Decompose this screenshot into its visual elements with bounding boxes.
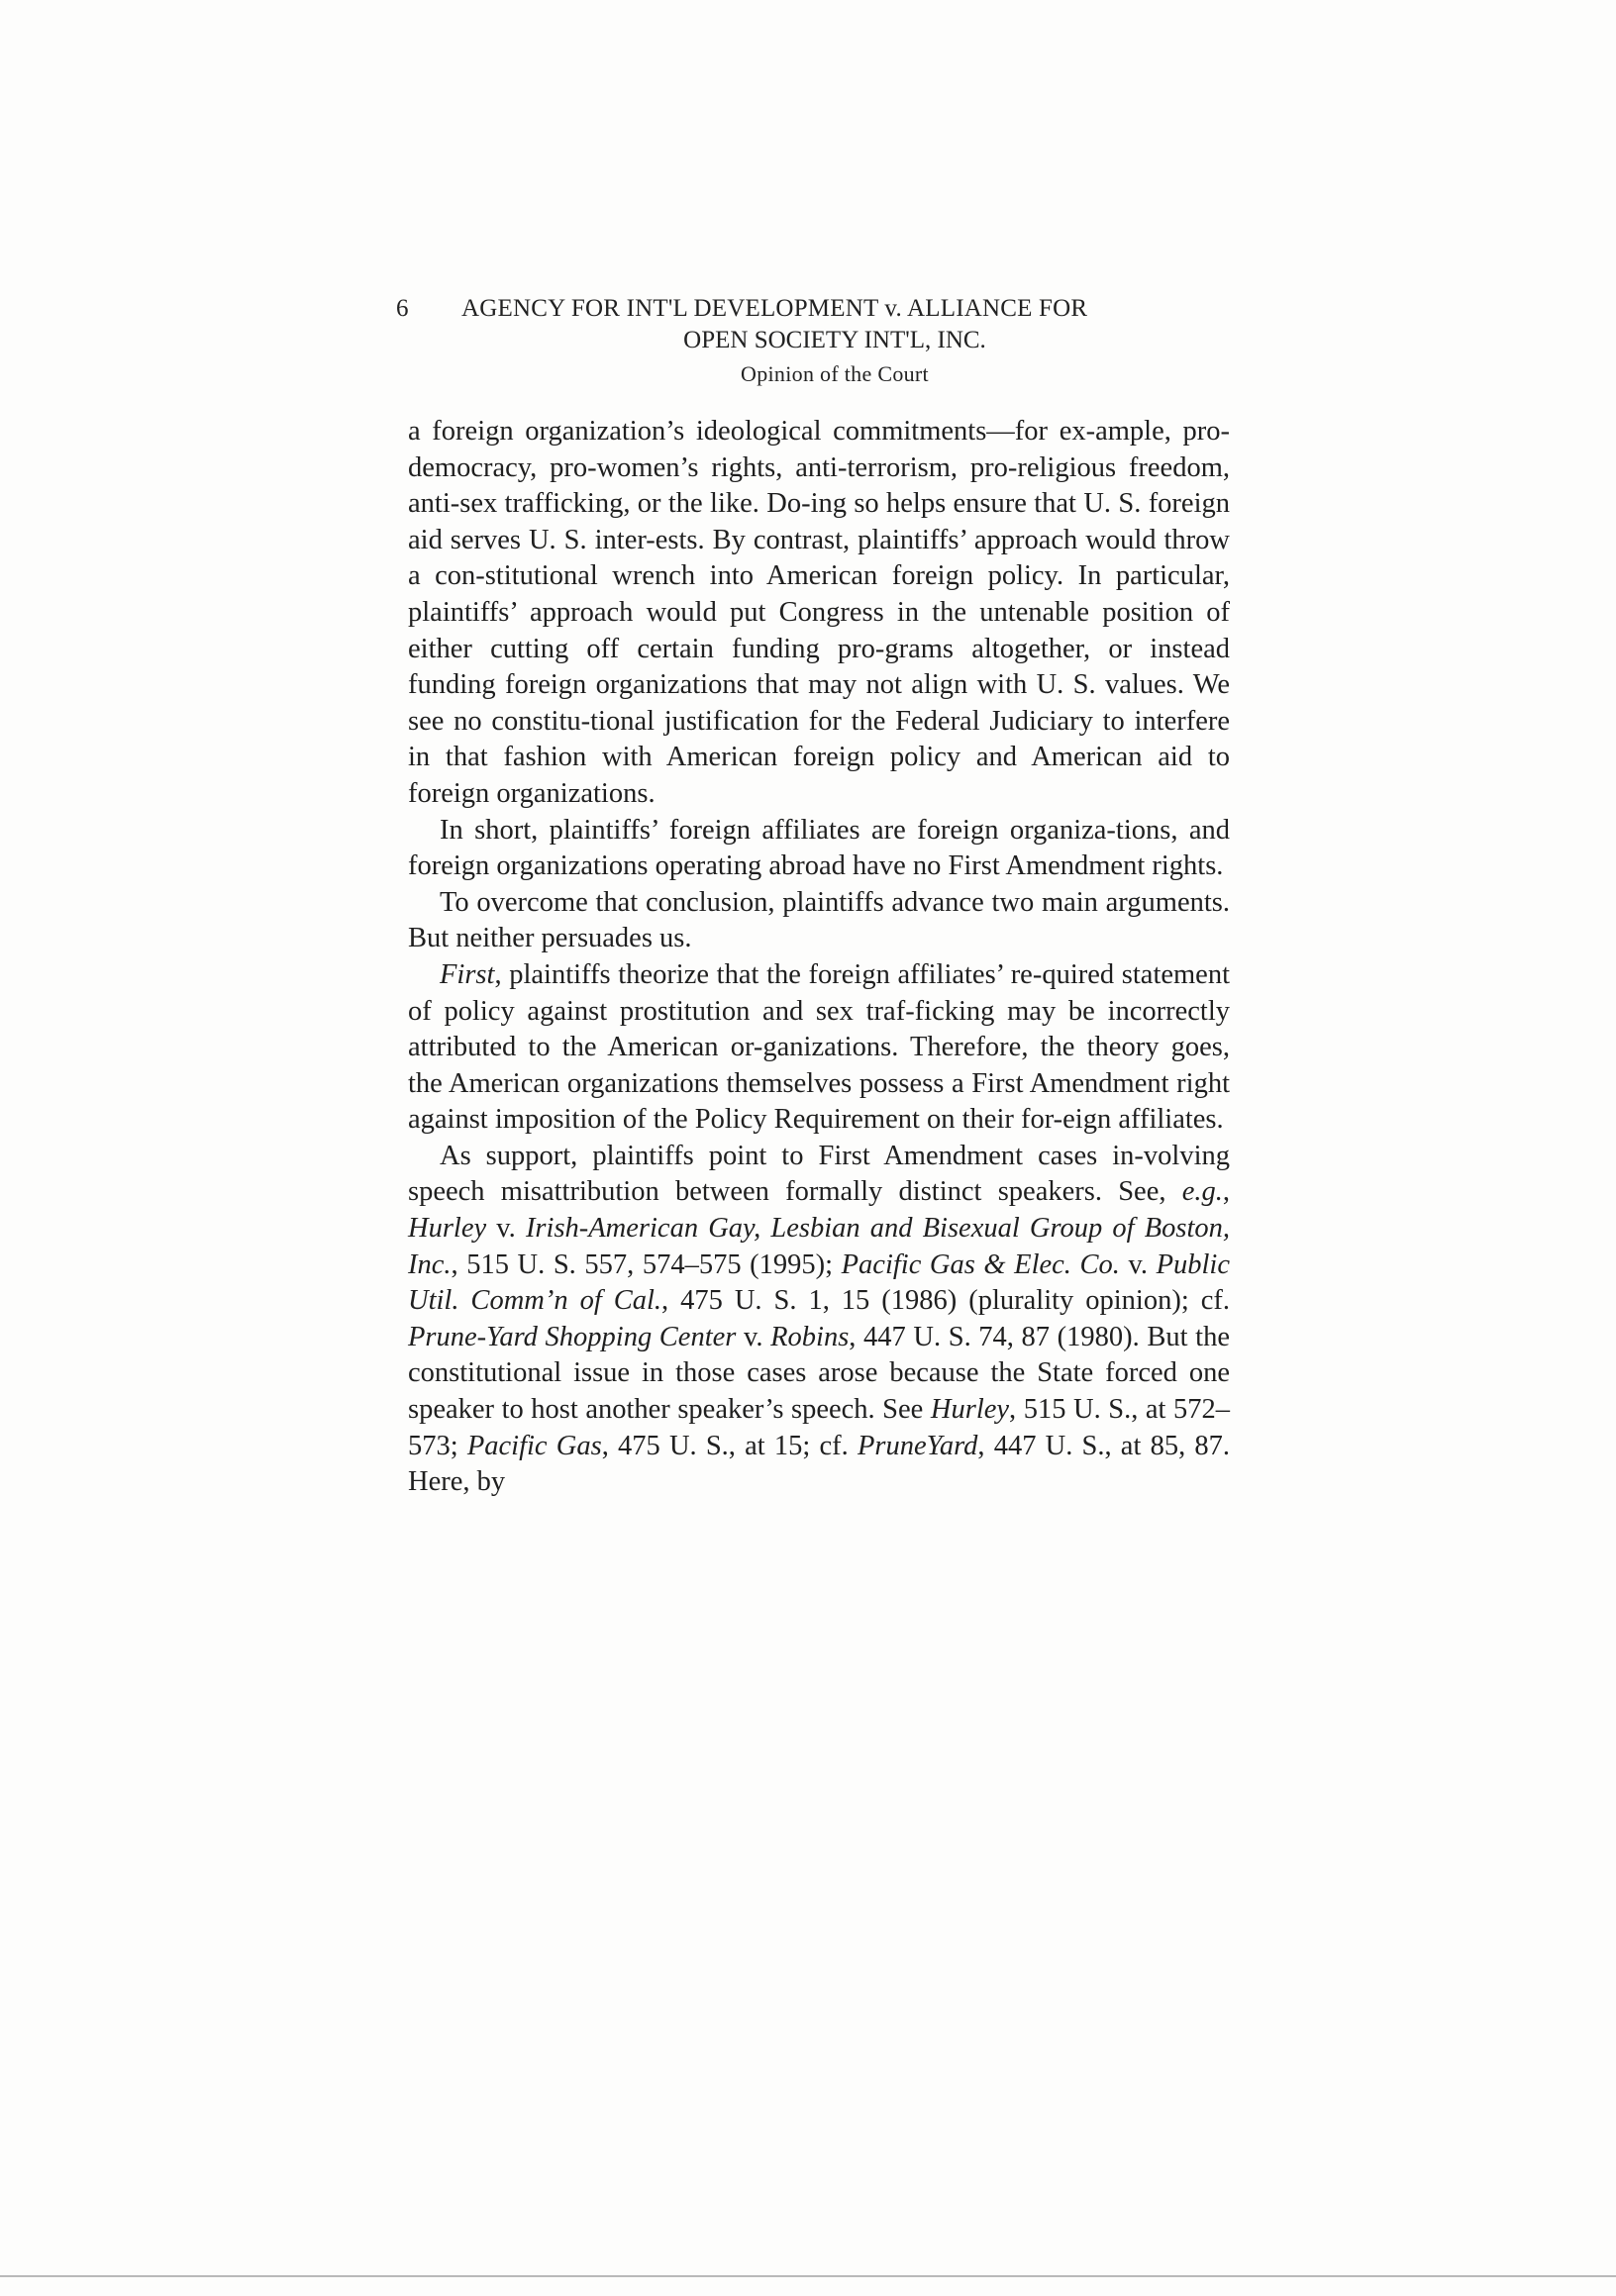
text-run: , 475 U. S., at 15; cf. [601,1430,858,1461]
italic-text: Robins [770,1321,850,1352]
text-run: v. [736,1321,771,1352]
paragraph-p5 [408,1139,1230,1501]
text-run: , 447 U. S., at 85, 87. Here, by [408,1430,1231,1498]
page-number: 6 [396,295,409,322]
text-run: , 515 U. S. 557, 574–575 (1995); [451,1248,842,1280]
italic-text: Public Util. Comm’n of Cal. [408,1248,1230,1317]
paragraph-p2 [408,813,1230,885]
opinion-body [408,414,1230,1501]
text-run: , [1222,1176,1230,1208]
scan-edge-rule [0,2275,1616,2277]
paragraph-p3 [408,885,1230,957]
text-run: In short, plaintiffs’ foreign affiliates are foreign organiza-tions, and foreign organizations operating abroad have no First Amendment rights. [408,814,1230,882]
italic-text: Pacific Gas & Elec. Co. [841,1248,1120,1280]
italic-text: PruneYard [857,1430,978,1461]
italic-text: First [440,958,495,990]
italic-text: Pacific Gas [466,1430,602,1461]
text-run: v. [486,1213,526,1245]
text-run: , 447 U. S. 74, 87 (1980). But the constitutional issue in those cases arose because the State forced one speaker to host another speaker’s speech. See [408,1321,1230,1426]
paragraph-p4 [408,957,1230,1139]
italic-text: e.g. [1181,1176,1223,1208]
text-run: As support, plaintiffs point to First Amendment cases in-volving speech misattribution between formally distinct speakers. See, [408,1140,1230,1208]
page-header [396,293,1248,390]
text-run: v. [1119,1248,1157,1280]
italic-text: Hurley [408,1213,487,1245]
header-line-1 [396,293,1248,325]
italic-text: Irish-American Gay, Lesbian and Bisexual Group of Boston, Inc. [408,1213,1230,1280]
running-title-line-2: OPEN SOCIETY INT'L, INC. [683,327,986,353]
text-run: a foreign organization’s ideological commitments—for ex-ample, pro-democracy, pro-women’s rights, anti-terrorism, pro-religious freedom, anti-sex trafficking, or the like. Do-ing so helps ensure that U. S. foreign aid serves U. S. inter-ests. By contrast, plaintiffs’ approach would throw a con-stitutional wrench into American foreign policy. In particular, plaintiffs’ approach would put Congress in the untenable position of either cutting off certain funding pro-grams altogether, or instead funding foreign organizations that may not align with U. S. values. We see no constitu-tional justification for the Federal Judiciary to interfere in that fashion with American foreign policy and American aid to foreign organizations. [408,416,1230,809]
italic-text: Hurley [930,1394,1010,1426]
text-run: , 515 U. S., at 572–573; [408,1394,1230,1461]
running-title-line-1: AGENCY FOR INT'L DEVELOPMENT v. ALLIANCE FOR [461,295,1088,322]
text-run: , plaintiffs theorize that the foreign affiliates’ re-quired statement of policy against prostitution and sex traf-ficking may be incorrectly attributed to the American or-ganizations. Therefore, the theory goes, the American organizations themselves possess a First Amendment right against imposition of the Policy Requirement on their for-eign affiliates. [408,958,1230,1136]
section-label: Opinion of the Court [741,361,929,386]
text-run: , 475 U. S. 1, 15 (1986) (plurality opinion); cf. [661,1285,1230,1317]
text-run: To overcome that conclusion, plaintiffs advance two main arguments. But neither persuades us. [408,886,1230,954]
paragraph-p1 [408,414,1230,813]
italic-text: Prune-Yard Shopping Center [408,1321,737,1352]
